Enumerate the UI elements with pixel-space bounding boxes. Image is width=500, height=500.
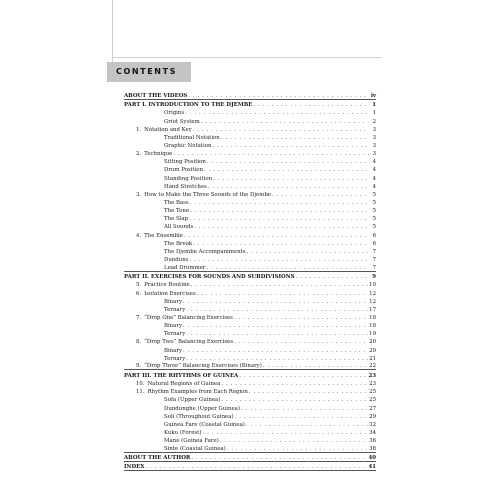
dot-leader <box>207 159 369 165</box>
toc-entry-number: 4. <box>136 232 142 239</box>
toc-entry-title: “Drop Two” Balancing Exercises <box>144 339 234 346</box>
toc-entry-page: 27 <box>369 405 376 412</box>
toc-entry-number: 7. <box>136 315 142 322</box>
toc-entry-title: Drum Position <box>164 167 203 174</box>
toc-entry[interactable] <box>124 239 376 247</box>
table-of-contents <box>124 91 376 472</box>
toc-entry[interactable] <box>124 255 376 263</box>
dot-leader <box>263 363 368 369</box>
dot-leader <box>189 216 369 222</box>
toc-entry-page: 6 <box>372 240 376 247</box>
toc-entry-page: 40 <box>368 455 376 462</box>
toc-entry[interactable] <box>124 272 376 280</box>
toc-entry[interactable] <box>124 230 376 238</box>
dot-leader <box>212 143 369 149</box>
toc-entry-title: INDEX <box>124 464 145 471</box>
toc-entry-title: The Ensemble <box>144 232 183 239</box>
toc-entry-title: Lead Drummer <box>164 264 206 271</box>
toc-entry[interactable] <box>124 403 376 411</box>
toc-entry-number: 3. <box>136 191 142 198</box>
toc-entry-page: 23 <box>369 381 376 388</box>
toc-entry-title: PART II. EXERCISES FOR SOUNDS AND SUBDIVISIONS <box>124 274 295 281</box>
dot-leader <box>204 167 369 173</box>
toc-entry-title: Natural Regions of Guinea <box>147 381 221 388</box>
toc-entry[interactable] <box>124 321 376 329</box>
toc-entry[interactable] <box>124 420 376 428</box>
toc-entry-page: 32 <box>369 421 376 428</box>
toc-entry[interactable] <box>124 133 376 141</box>
dot-leader <box>197 291 368 297</box>
toc-entry[interactable] <box>124 280 376 288</box>
toc-entry-page: 18 <box>369 323 376 330</box>
toc-entry[interactable] <box>124 362 376 371</box>
toc-entry-page: 36 <box>369 438 376 445</box>
toc-entry-page: 4 <box>372 167 376 174</box>
toc-entry-page: iv <box>370 92 376 99</box>
toc-entry-title: Notation and Key <box>144 126 192 133</box>
toc-entry[interactable] <box>124 288 376 296</box>
toc-entry-page: 20 <box>369 347 376 354</box>
toc-entry-page: 3 <box>372 126 376 133</box>
dot-leader <box>207 265 369 271</box>
toc-entry-page: 3 <box>372 143 376 150</box>
toc-entry-page: 5 <box>372 216 376 223</box>
toc-entry[interactable] <box>124 412 376 420</box>
dot-leader <box>186 307 368 313</box>
toc-entry-page: 23 <box>368 373 376 380</box>
dot-leader <box>239 373 367 379</box>
toc-entry[interactable] <box>124 206 376 214</box>
toc-entry-page: 7 <box>372 248 376 255</box>
dot-leader <box>253 102 369 108</box>
toc-entry-title: Ternary <box>164 331 186 338</box>
toc-entry-page: 25 <box>369 389 376 396</box>
dot-leader <box>193 127 369 133</box>
toc-entry[interactable] <box>124 125 376 133</box>
toc-entry-title: ABOUT THE AUTHOR <box>124 455 191 462</box>
toc-entry-title: All Sounds <box>164 224 194 231</box>
toc-entry-title: Origins <box>164 110 185 117</box>
dot-leader <box>193 241 369 247</box>
dot-leader <box>221 397 368 403</box>
toc-entry[interactable] <box>124 141 376 149</box>
dot-leader <box>145 464 367 470</box>
toc-entry-page: 12 <box>369 298 376 305</box>
toc-entry-title: Kuku (Forest) <box>164 430 202 437</box>
toc-entry-page: 19 <box>369 331 376 338</box>
toc-entry[interactable] <box>124 371 376 379</box>
toc-entry-number: 6. <box>136 290 142 297</box>
dot-leader <box>201 119 369 125</box>
toc-entry[interactable] <box>124 263 376 272</box>
toc-entry-page: 5 <box>372 200 376 207</box>
toc-entry-title: Binary <box>164 298 182 305</box>
decorative-horizontal-rule <box>112 57 382 58</box>
toc-entry[interactable] <box>124 182 376 190</box>
toc-entry-page: 18 <box>369 315 376 322</box>
toc-entry-page: 12 <box>369 290 376 297</box>
dot-leader <box>272 192 369 198</box>
toc-entry[interactable] <box>124 91 376 100</box>
toc-entry-number: 10. <box>136 381 145 388</box>
toc-entry-title: The Bass <box>164 200 189 207</box>
dot-leader <box>173 151 369 157</box>
toc-entry[interactable] <box>124 198 376 206</box>
toc-entry-title: Dundunghe (Upper Guinea) <box>164 405 240 412</box>
toc-entry[interactable] <box>124 157 376 165</box>
toc-entry-number: 8. <box>136 339 142 346</box>
toc-entry-title: Graphic Notation <box>164 143 212 150</box>
toc-entry-title: Dunduns <box>164 257 189 263</box>
dot-leader <box>221 381 368 387</box>
dot-leader <box>246 422 368 428</box>
toc-entry-title: How to Make the Three Sounds of the Djembe <box>144 191 271 198</box>
toc-entry[interactable] <box>124 387 376 395</box>
toc-entry-title: Sofa (Upper Guinea) <box>164 397 221 404</box>
toc-entry-title: Griot System <box>164 118 200 125</box>
toc-entry[interactable] <box>124 190 376 198</box>
contents-heading: CONTENTS <box>116 67 178 76</box>
toc-entry-page: 38 <box>369 445 376 452</box>
toc-entry[interactable] <box>124 165 376 173</box>
toc-entry-title: Practice Routine <box>144 282 190 289</box>
toc-entry-number: 9. <box>136 363 142 370</box>
dot-leader <box>190 208 369 214</box>
toc-entry-page: 2 <box>372 118 376 125</box>
toc-entry-page: 29 <box>369 413 376 420</box>
dot-leader <box>194 224 369 230</box>
toc-entry-page: 17 <box>369 306 376 313</box>
toc-entry[interactable] <box>124 305 376 313</box>
toc-entry-title: “Drop One” Balancing Exercises <box>144 315 233 322</box>
toc-entry-title: Ternary <box>164 306 186 313</box>
toc-entry-title: Technique <box>144 151 173 158</box>
toc-entry-page: 5 <box>372 208 376 215</box>
toc-entry-title: Sinte (Coastal Guinea) <box>164 445 226 452</box>
toc-entry-page: 22 <box>369 363 376 370</box>
toc-entry-page: 3 <box>372 151 376 158</box>
toc-entry-page: 21 <box>369 355 376 362</box>
toc-entry-page: 1 <box>372 110 376 117</box>
toc-entry[interactable] <box>124 100 376 108</box>
toc-entry[interactable] <box>124 436 376 444</box>
toc-entry[interactable] <box>124 453 376 462</box>
dot-leader <box>190 200 369 206</box>
toc-entry[interactable] <box>124 297 376 305</box>
toc-entry[interactable] <box>124 337 376 345</box>
toc-entry-page: 25 <box>369 397 376 404</box>
dot-leader <box>186 356 368 362</box>
toc-entry-page: 34 <box>369 430 376 437</box>
toc-entry-title: Hand Stretches <box>164 183 207 190</box>
dot-leader <box>227 446 368 452</box>
toc-entry-page: 6 <box>372 232 376 239</box>
dot-leader <box>208 184 369 190</box>
toc-entry-title: Binary <box>164 347 182 354</box>
dot-leader <box>246 249 369 255</box>
toc-entry[interactable] <box>124 313 376 321</box>
toc-entry[interactable] <box>124 444 376 453</box>
toc-entry-page: 20 <box>369 339 376 346</box>
toc-entry[interactable] <box>124 354 376 362</box>
dot-leader <box>241 406 368 412</box>
toc-entry[interactable] <box>124 247 376 255</box>
dot-leader <box>235 414 369 420</box>
toc-entry-number: 2. <box>136 151 142 158</box>
dot-leader <box>296 274 369 280</box>
dot-leader <box>185 110 369 116</box>
toc-entry[interactable] <box>124 428 376 436</box>
toc-entry-page: 7 <box>372 264 376 271</box>
dot-leader <box>184 233 369 239</box>
dot-leader <box>183 348 368 354</box>
toc-entry-title: PART I. INTRODUCTION TO THE DJEMBE <box>124 102 253 109</box>
dot-leader <box>183 323 368 329</box>
toc-entry-page: 4 <box>372 159 376 166</box>
toc-entry-title: Mane (Guinea Fare) <box>164 438 219 445</box>
toc-entry-title: PART III. THE RHYTHMS OF GUINEA <box>124 373 239 380</box>
toc-entry-number: 1. <box>136 126 142 133</box>
toc-entry[interactable] <box>124 149 376 157</box>
toc-entry-title: The Break <box>164 240 193 247</box>
dot-leader <box>234 315 368 321</box>
toc-entry-title: The Djembe Accompaniments <box>164 248 246 255</box>
toc-entry-title: Isolation Exercises <box>144 290 196 297</box>
toc-entry-page: 4 <box>372 175 376 182</box>
dot-leader <box>213 176 369 182</box>
toc-entry-title: Soli (Throughout Guinea) <box>164 413 234 420</box>
toc-entry-title: Sitting Position <box>164 159 206 166</box>
toc-entry-page: 3 <box>372 134 376 141</box>
dot-leader <box>186 331 368 337</box>
toc-entry-title: Guinea Fare (Coastal Guinea) <box>164 421 245 428</box>
toc-entry-title: Standing Position <box>164 175 213 182</box>
dot-leader <box>189 257 369 263</box>
dot-leader <box>191 455 367 461</box>
toc-entry-title: Traditional Notation <box>164 134 220 141</box>
toc-entry-page: 10 <box>369 282 376 289</box>
toc-entry[interactable] <box>124 214 376 222</box>
toc-entry-title: “Drop Three” Balancing Exercises (Binary) <box>144 363 262 370</box>
toc-entry-number: 5. <box>136 282 142 289</box>
toc-entry-title: Ternary <box>164 355 186 362</box>
toc-entry[interactable] <box>124 116 376 124</box>
toc-entry-title: The Slap <box>164 216 189 223</box>
dot-leader <box>221 135 369 141</box>
dot-leader <box>183 299 368 305</box>
toc-entry-page: 4 <box>372 183 376 190</box>
toc-entry[interactable] <box>124 379 376 387</box>
toc-entry[interactable] <box>124 222 376 230</box>
toc-entry[interactable] <box>124 173 376 181</box>
toc-entry[interactable] <box>124 463 376 472</box>
dot-leader <box>249 389 368 395</box>
toc-entry-page: 9 <box>372 274 376 281</box>
dot-leader <box>234 339 368 345</box>
toc-entry[interactable] <box>124 395 376 403</box>
toc-entry-title: Rhythm Examples from Each Region <box>147 389 248 396</box>
toc-entry-page: 41 <box>368 464 376 471</box>
dot-leader <box>188 93 369 99</box>
toc-entry-page: 5 <box>372 224 376 231</box>
toc-entry-title: Binary <box>164 323 182 330</box>
toc-entry-title: The Tone <box>164 208 190 215</box>
dot-leader <box>220 438 368 444</box>
toc-entry-title: ABOUT THE VIDEOS <box>124 92 188 99</box>
toc-entry[interactable] <box>124 108 376 116</box>
toc-entry-page: 7 <box>372 257 376 263</box>
toc-entry[interactable] <box>124 329 376 337</box>
toc-entry-number: 11. <box>136 389 145 396</box>
dot-leader <box>202 430 368 436</box>
toc-entry[interactable] <box>124 345 376 353</box>
dot-leader <box>191 282 368 288</box>
toc-entry-page: 1 <box>372 102 376 109</box>
toc-entry-page: 5 <box>372 191 376 198</box>
